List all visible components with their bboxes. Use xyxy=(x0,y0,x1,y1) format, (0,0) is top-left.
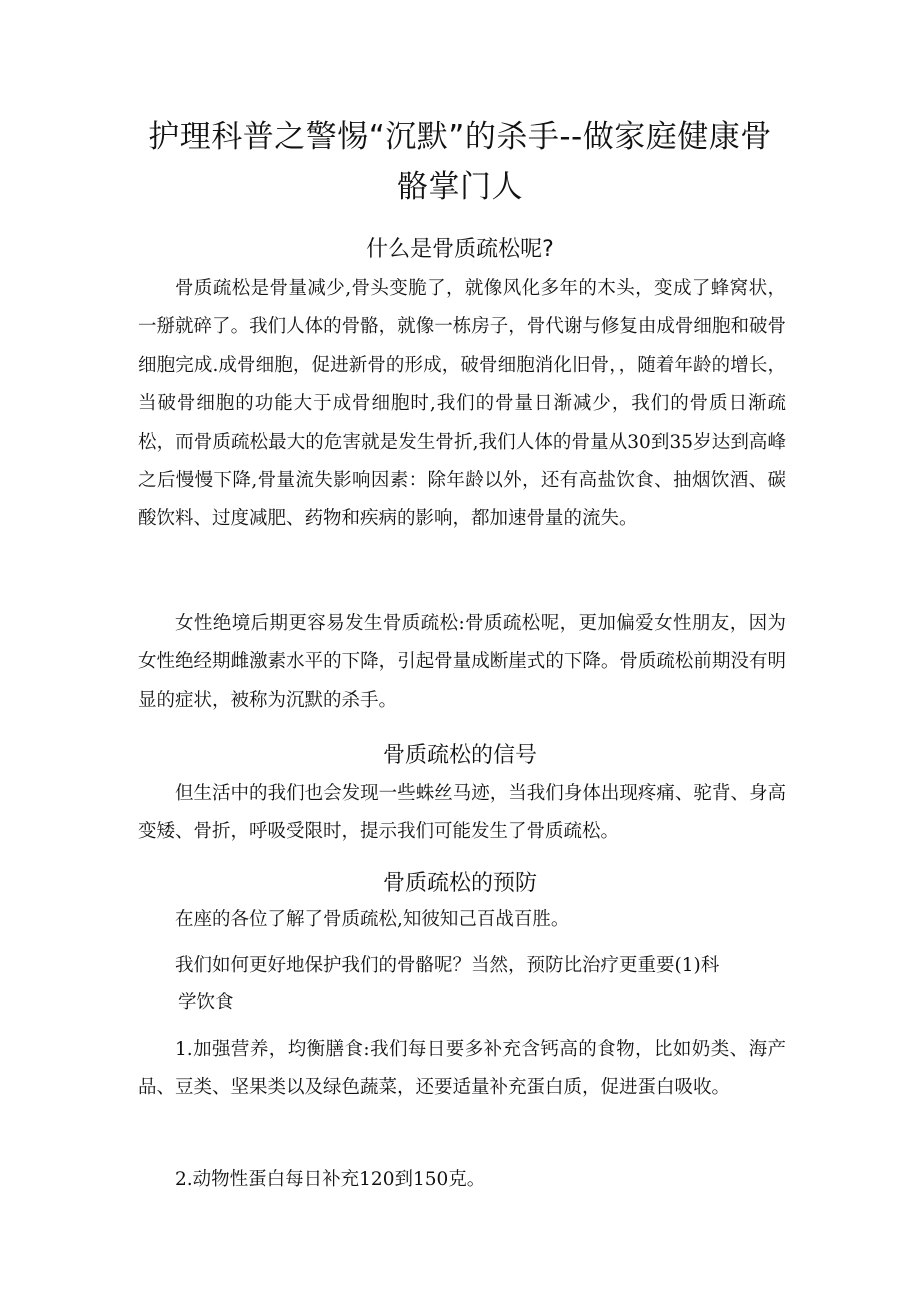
document-title: 护理科普之警惕“沉默”的杀手--做家庭健康骨骼掌门人 xyxy=(148,119,772,205)
paragraph-definition: 骨质疏松是骨量减少,骨头变脆了，就像风化多年的木头，变成了蜂窝状，一掰就碎了。我们人体的骨骼，就像一栋房子，骨代谢与修复由成骨细胞和破骨细胞完成.成骨细胞，促进新骨的形成，破骨细胞消化旧骨，，随着年龄的增长，当破骨细胞的功能大于成骨细胞时,我们的骨量日渐减少，我们的骨质日渐疏松，而骨质疏松最大的危害就是发生骨折,我们人体的骨量从30到35岁达到高峰之后慢慢下降,骨量流失影响因素：除年龄以外，还有高盐饮食、抽烟饮酒、碳酸饮料、过度减肥、药物和疾病的影响，都加速骨量的流失。 xyxy=(138,278,786,530)
paragraph-diet-label: 学饮食 xyxy=(178,992,234,1013)
paragraph-nutrition: 1.加强营养，均衡膳食:我们每日要多补充含钙高的食物，比如奶类、海产品、豆类、坚果类以及绿色蔬菜，还要适量补充蛋白质，促进蛋白吸收。 xyxy=(138,1039,786,1099)
paragraph-signals: 但生活中的我们也会发现一些蛛丝马迹，当我们身体出现疼痛、驼背、身高变矮、骨折，呼吸受限时，提示我们可能发生了骨质疏松。 xyxy=(138,783,786,843)
section-heading-what-is-osteoporosis: 什么是骨质疏松呢? xyxy=(366,237,554,262)
paragraph-how-to-protect: 我们如何更好地保护我们的骨骼呢？当然，预防比治疗更重要(1)科 xyxy=(175,955,720,976)
section-heading-prevention: 骨质疏松的预防 xyxy=(382,871,537,896)
section-heading-signals: 骨质疏松的信号 xyxy=(382,743,537,768)
paragraph-intro: 在座的各位了解了骨质疏松,知彼知己百战百胜。 xyxy=(175,909,570,930)
paragraph-women: 女性绝境后期更容易发生骨质疏松:骨质疏松呢，更加偏爱女性朋友，因为女性绝经期雌激素水平的下降，引起骨量成断崖式的下降。骨质疏松前期没有明显的症状，被称为沉默的杀手。 xyxy=(138,613,786,711)
paragraph-protein: 2.动物性蛋白每日补充120到150克。 xyxy=(175,1169,486,1190)
